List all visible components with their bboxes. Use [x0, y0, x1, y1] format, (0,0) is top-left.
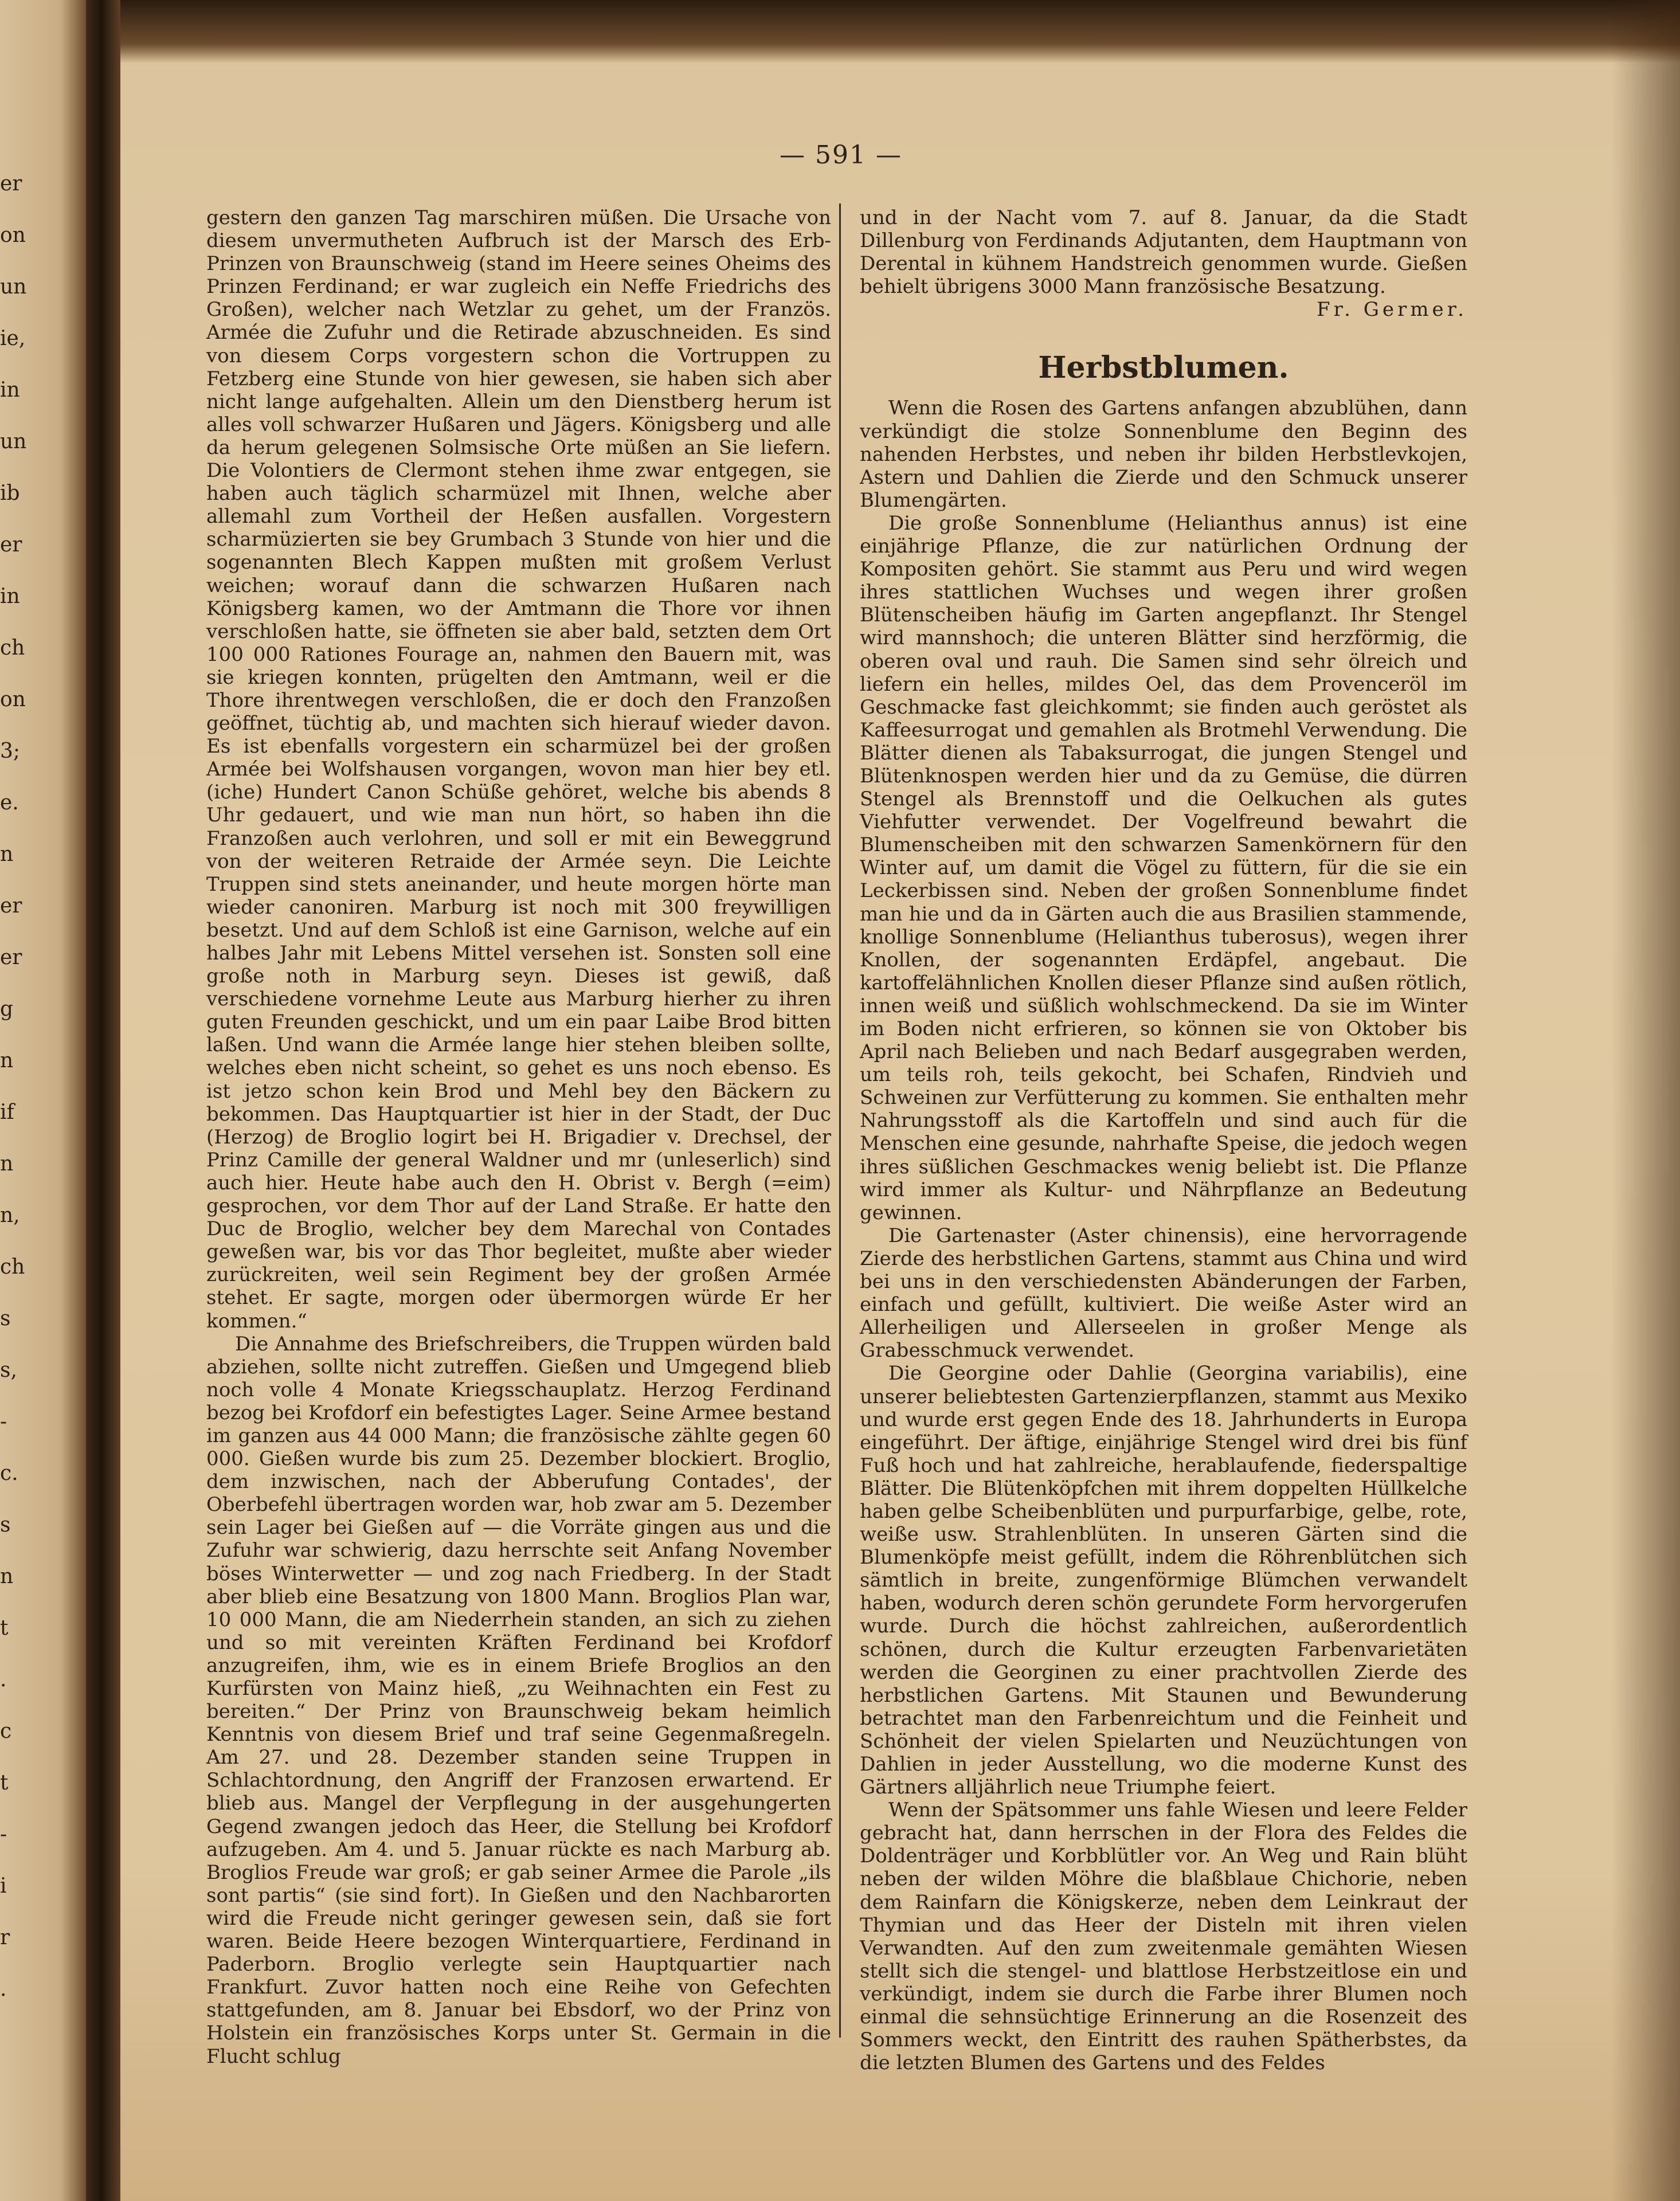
margin-fragment: n — [0, 843, 14, 866]
margin-fragment: e. — [0, 791, 19, 814]
article-paragraph: Die Georgine oder Dahlie (Georgina variabilis), eine unserer beliebtesten Gartenzierpflanzen, stammt aus Mexiko und wurde erst gegen Ende des 18. Jahrhunderts in Europa eingeführt. Der äftige, einjährige Stengel wird drei bis fünf Fuß hoch und hat zahlreiche, herablaufende, fiederspaltige Blätter. Die Blütenköpfchen mit ihrem doppelten Hüllkelche haben gelbe Scheibenblüten und purpurfarbige, gelbe, rote, weiße usw. Strahlenblüten. In unseren Gärten sind die Blumenköpfe meist gefüllt, indem die Röhrenblütchen sich sämtlich in breite, zungenförmige Blümchen verwandelt haben, wodurch deren schön gerundete Form hervorgerufen wurde. Durch die höchst zahlreichen, außerordentlich schönen, durch die Kultur erzeugten Farbenvarietäten werden die Georginen zu einer prachtvollen Zierde des herbstlichen Gartens. Mit Staunen und Bewunderung betrachtet man den Farbenreichtum und die Feinheit und Schönheit der vielen Spielarten und Neuzüchtungen von Dahlien in jeder Ausstellung, wo die moderne Kunst des Gärtners alljährlich neue Triumphe feiert. — [860, 1362, 1467, 1799]
margin-fragment: in — [0, 585, 20, 608]
letter-text: gestern den ganzen Tag marschiren müßen. Die Ursache von diesem unvermutheten Aufbruch ist der Marsch des Erb-Prinzen von Braunschweig (stand im Heere seines Oheims des Prinzen Ferdinand; er war zugleich ein Neffe Friedrichs des Großen), welcher nach Wetzlar zu gehet, um der Französ. Armée die Zufuhr und die Retirade abzuschneiden. Es sind von diesem Corps vorgestern schon die Vortruppen zu Fetzberg eine Stunde von hier gewesen, sie haben sich aber nicht lange aufgehalten. Allein um den Dienstberg herum ist alles voll schwarzer Hußaren und Jägers. Königsberg und alle da herum gelegenen Solmsische Orte müßen an Sie liefern. Die Volontiers de Clermont stehen ihme zwar entgegen, sie haben auch täglich scharmüzel mit Ihnen, welche aber allemahl zum Vortheil der Heßen ausfallen. Vorgestern scharmüzierten sie bey Grumbach 3 Stunde von hier und die sogenannten Blech Kappen mußten mit großem Verlust weichen; worauf dann die schwarzen Hußaren nach Königsberg kamen, wo der Amtmann die Thore vor ihnen verschloßen hatte, sie öffneten sie aber bald, setzten dem Ort 100 000 Rationes Fourage an, nahmen den Bauern mit, was sie kriegen konnten, prügelten den Amtmann, weil er die Thore ihrentwegen verschloßen, die er doch den Franzoßen geöffnet, tüchtig ab, und machten sich hierauf wieder davon. Es ist ebenfalls vorgestern ein scharmüzel bei der großen Armée bei Wolfshausen vorgangen, wovon man hier bey etl. (iche) Hundert Canon Schüße gehöret, welche bis abends 8 Uhr gedauert, und wie man nun hört, so haben ihn die Franzoßen auch verlohren, und soll er mit ein Beweggrund von der weiteren Retraide der Armée seyn. Die Leichte Truppen sind stets aneinander, und heute morgen hörte man wieder canoniren. Marburg ist noch mit 300 freywilligen besetzt. Und auf dem Schloß ist eine Garnison, welche auf ein halbes Jahr mit Lebens Mittel versehen ist. Sonsten soll eine große noth in Marburg seyn. Dieses ist gewiß, daß verschiedene vornehme Leute aus Marburg hierher zu ihren guten Freunden geschickt, und um ein paar Laibe Brod bitten laßen. Und wann die Armée lange hier stehen bleiben sollte, welches eben nicht scheint, so gehet es uns noch ebenso. Es ist jetzo schon kein Brod und Mehl bey den Bäckern zu bekommen. Das Hauptquartier ist hier in der Stadt, der Duc (Herzog) de Broglio logirt bei H. Brigadier v. Drechsel, der Prinz Camille der general Waldner und mr (unleserlich) sind auch hier. Heute habe auch den H. Obrist v. Bergh (=eim) gesprochen, vor dem Thor auf der Land Straße. Er hatte den Duc de Broglio, welcher bey dem Marechal von Contades geweßen war, bis vor das Thor begleitet, mußte aber wieder zurückreiten, weil sein Regiment bey der großen Armée stehet. Er sagte, morgen oder übermorgen würde Er her kommen.“ — [206, 206, 831, 1333]
margin-fragment: un — [0, 430, 27, 453]
margin-fragment: ie, — [0, 327, 26, 350]
margin-fragment: ch — [0, 636, 25, 660]
article-conclusion: und in der Nacht vom 7. auf 8. Januar, da die Stadt Dillenburg von Ferdinands Adjutanten, dem Hauptmann von Derental in kühnem Handstreich genommen wurde. Gießen behielt übrigens 3000 Mann französische Besatzung. — [860, 206, 1467, 299]
margin-fragment: t — [0, 1771, 9, 1795]
margin-fragment: n — [0, 1152, 14, 1176]
historical-commentary: Die Annahme des Briefschreibers, die Truppen würden bald abziehen, sollte nicht zutreffen. Gießen und Umgegend blieb noch volle 4 Monate Kriegsschauplatz. Herzog Ferdinand bezog bei Krofdorf ein befestigtes Lager. Seine Armee bestand im ganzen aus 44 000 Mann; die französische zählte gegen 60 000. Gießen wurde bis zum 25. Dezember blockiert. Broglio, dem inzwischen, nach der Abberufung Contades', der Oberbefehl übertragen worden war, hob zwar am 5. Dezember sein Lager bei Gießen auf — die Vorräte gingen aus und die Zufuhr war schwierig, dazu herrschte seit Anfang November böses Winterwetter — und zog nach Friedberg. In der Stadt aber blieb eine Besatzung von 1800 Mann. Broglios Plan war, 10 000 Mann, die am Niederrhein standen, an sich zu ziehen und so mit vereinten Kräften Ferdinand bei Krofdorf anzugreifen, ihm, wie es in einem Briefe Broglios an den Kurfürsten von Mainz hieß, „zu Weihnachten ein Fest zu bereiten.“ Der Prinz von Braunschweig bekam heimlich Kenntnis von diesem Brief und traf seine Gegenmaßregeln. Am 27. und 28. Dezember standen seine Truppen in Schlachtordnung, den Angriff der Franzosen erwartend. Er blieb aus. Mangel der Verpflegung in der ausgehungerten Gegend zwangen jedoch das Heer, die Stellung bei Krofdorf aufzugeben. Am 4. und 5. Januar rückte es nach Marburg ab. Broglios Freude war groß; er gab seiner Armee die Parole „ils sont partis“ (sie sind fort). In Gießen und den Nachbarorten wird die Freude nicht geringer gewesen sein, daß sie fort waren. Beide Heere bezogen Winterquartiere, Ferdinand in Paderborn. Broglio verlegte sein Hauptquartier nach Frankfurt. Zuvor hatten noch eine Reihe von Gefechten stattgefunden, am 8. Januar bei Ebsdorf, wo der Prinz von Holstein ein französisches Korps unter St. Germain in die Flucht schlug — [206, 1332, 831, 2068]
article-paragraph: Die Gartenaster (Aster chinensis), eine hervorragende Zierde des herbstlichen Gartens, stammt aus China und wird bei uns in den verschiedensten Abänderungen der Farben, einfach und gefüllt, kultiviert. Die weiße Aster wird an Allerheiligen und Allerseelen in großer Menge als Grabesschmuck verwendet. — [860, 1224, 1467, 1362]
article-paragraph: Wenn der Spätsommer uns fahle Wiesen und leere Felder gebracht hat, dann herrschen in der Flora des Feldes die Doldenträger und Korbblütler vor. An Weg und Rain blüht neben der wilden Möhre die blaßblaue Chichorie, neben dem Rainfarn die Königskerze, neben dem Leinkraut der Thymian und das Heer der Disteln mit ihren vielen Verwandten. Auf den zum zweitenmale gemähten Wiesen stellt sich die stengel- und blattlose Herbstzeitlose ein und verkündigt, indem sie durch die Farbe ihrer Blumen noch einmal die sehnsüchtige Erinnerung an die Rosenzeit des Sommers weckt, den Eintritt des rauhen Spätherbstes, da die letzten Blumen des Gartens und des Feldes — [860, 1799, 1467, 2075]
margin-fragment: on — [0, 688, 26, 711]
margin-fragment: in — [0, 378, 20, 402]
margin-fragment: on — [0, 224, 26, 247]
column-left — [206, 206, 831, 2068]
margin-fragment: s, — [0, 1358, 17, 1382]
margin-fragment: n, — [0, 1204, 20, 1227]
margin-fragment: - — [0, 1410, 7, 1434]
book-gutter — [86, 0, 120, 2201]
margin-fragment: 3; — [0, 739, 21, 763]
article-paragraph: Wenn die Rosen des Gartens anfangen abzublühen, dann verkündigt die stolze Sonnenblume den Beginn des nahenden Herbstes, und neben ihr bilden Herbstlevkojen, Astern und Dahlien die Zierde und den Schmuck unserer Blumengärten. — [860, 397, 1467, 512]
margin-fragment: r — [0, 1926, 10, 1949]
margin-fragment: ch — [0, 1255, 25, 1279]
article-paragraph: Die große Sonnenblume (Helianthus annus) ist eine einjährige Pflanze, die zur natürlichen Ordnung der Kompositen gehört. Sie stammt aus Peru und wird wegen ihres stattlichen Wuchses und wegen ihrer großen Blütenscheiben häufig im Garten angepflanzt. Ihr Stengel wird mannshoch; die unteren Blätter sind herzförmig, die oberen oval und rauh. Die Samen sind sehr ölreich und liefern ein helles, mildes Oel, das dem Provenceröl im Geschmacke fast gleichkommt; sie finden auch geröstet als Kaffeesurrogat und gemahlen als Brotmehl Verwendung. Die Blätter dienen als Tabaksurrogat, die jungen Stengel und Blütenknospen werden hier und da zu Gemüse, die dürren Stengel als Brennstoff und die Oelkuchen als gutes Viehfutter verwendet. Der Vogelfreund bewahrt die Blumenscheiben mit den schwarzen Samenkörnern für den Winter auf, um damit die Vögel zu füttern, für die sie ein Leckerbissen sind. Neben der großen Sonnenblume findet man hie und da in Gärten auch die aus Brasilien stammende, knollige Sonnenblume (Helianthus tuberosus), wegen ihrer Knollen, der sogenannten Erdäpfel, angebaut. Die kartoffelähnlichen Knollen dieser Pflanze sind außen rötlich, innen weiß und süßlich wohlschmeckend. Da sie im Winter im Boden nicht erfrieren, so können sie von Oktober bis April nach Belieben und nach Bedarf ausgegraben werden, um teils roh, teils gekocht, bei Schafen, Rindvieh und Schweinen zur Verfütterung zu kommen. Sie enthalten mehr Nahrungsstoff als die Kartoffeln und sind auch für die Menschen eine gesunde, nahrhafte Speise, die jedoch wegen ihres süßlichen Geschmackes wenig beliebt ist. Die Pflanze wird immer als Kultur- und Nährpflanze an Bedeutung gewinnen. — [860, 511, 1467, 1224]
author-signature: Fr. Germer. — [1317, 298, 1467, 322]
article-title: Herbstblumen. — [1038, 350, 1289, 386]
margin-fragment: n — [0, 1049, 14, 1072]
page-top-shadow — [120, 0, 1680, 63]
margin-fragment: un — [0, 275, 27, 299]
margin-fragment: . — [0, 1977, 7, 2001]
margin-fragment: if — [0, 1100, 14, 1124]
margin-fragment: er — [0, 894, 22, 918]
margin-fragment: g — [0, 997, 14, 1021]
margin-fragment: c. — [0, 1462, 18, 1485]
margin-fragment: c — [0, 1720, 12, 1743]
margin-fragment: er — [0, 172, 22, 195]
column-divider — [839, 203, 841, 2038]
margin-fragment: . — [0, 1668, 7, 1691]
left-page-edge — [0, 0, 86, 2201]
margin-fragment: ib — [0, 481, 20, 505]
page-number: — 591 — — [780, 140, 902, 170]
margin-fragment: er — [0, 533, 22, 557]
margin-fragment: n — [0, 1565, 14, 1588]
margin-fragment: s — [0, 1307, 11, 1330]
margin-fragment: t — [0, 1616, 9, 1640]
margin-fragment: i — [0, 1874, 7, 1898]
margin-fragment: er — [0, 946, 22, 969]
margin-fragment: s — [0, 1513, 11, 1537]
margin-fragment: - — [0, 1823, 7, 1846]
column-right — [860, 206, 1467, 2074]
